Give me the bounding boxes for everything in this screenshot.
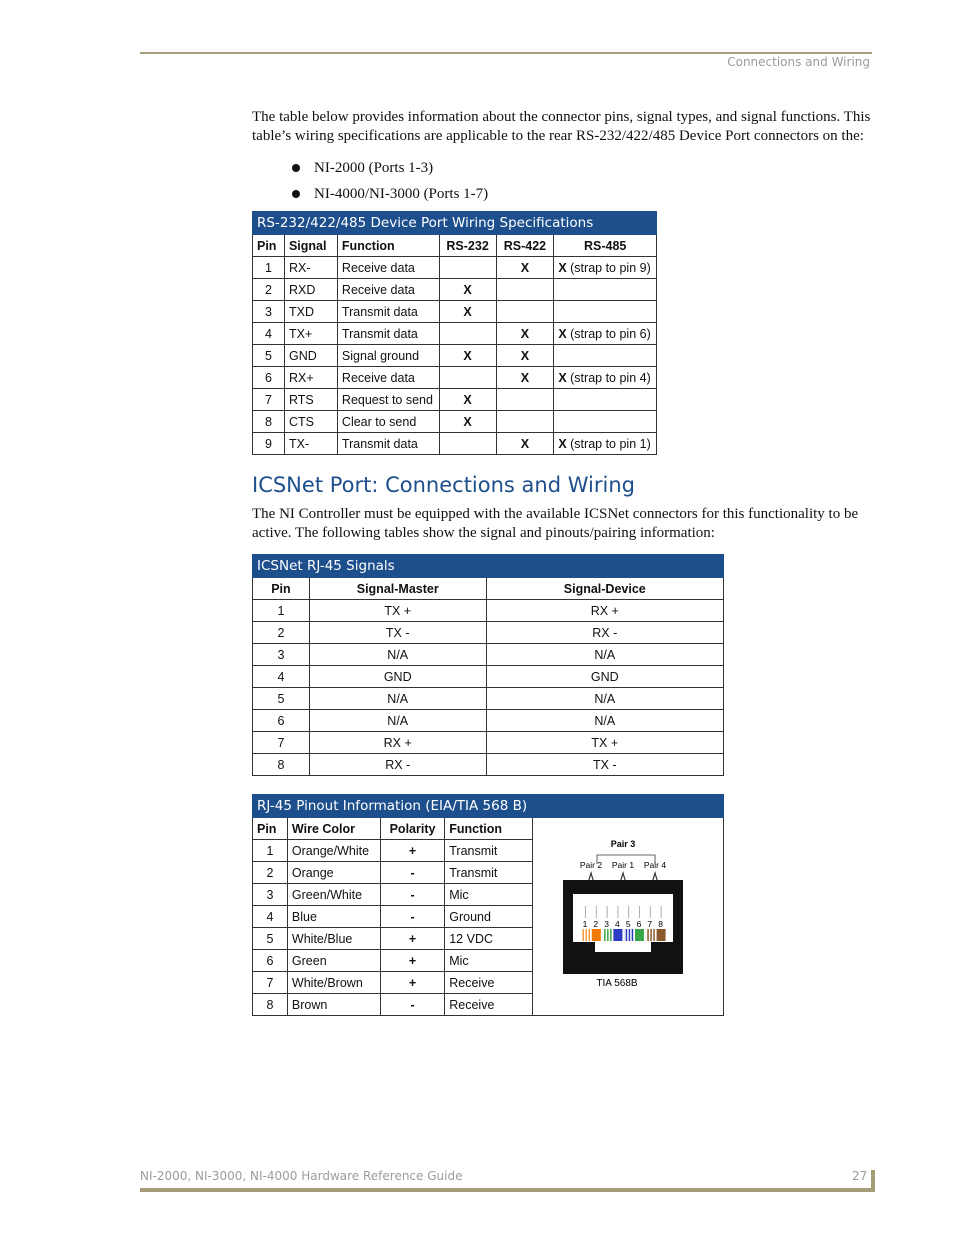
pin-number: 2 xyxy=(593,919,599,929)
table-cell: X xyxy=(496,367,554,389)
table-cell: 7 xyxy=(253,389,285,411)
wire-stripe xyxy=(603,929,605,941)
table-cell: X xyxy=(439,301,496,323)
column-header: Pin xyxy=(253,578,310,600)
footer-rule xyxy=(140,1188,874,1192)
table-cell: N/A xyxy=(309,644,486,666)
table-cell: Orange/White xyxy=(287,840,380,862)
table-row xyxy=(253,600,724,622)
table-cell: N/A xyxy=(309,710,486,732)
rj45-diagram-cell xyxy=(532,818,723,1016)
table-cell: 7 xyxy=(253,972,288,994)
pin-number: 8 xyxy=(658,919,663,929)
table-cell: X xyxy=(439,279,496,301)
table-cell: X xyxy=(496,323,554,345)
table-cell: 1 xyxy=(253,257,285,279)
table-cell: GND xyxy=(486,666,723,688)
table-cell: Brown xyxy=(287,994,380,1016)
table-cell: - xyxy=(380,994,444,1016)
list-item: NI-2000 (Ports 1-3) xyxy=(292,159,872,178)
table-cell: TX- xyxy=(284,433,337,455)
table-cell: Transmit data xyxy=(337,433,439,455)
table-cell: 1 xyxy=(253,600,310,622)
table-cell xyxy=(554,279,657,301)
table-cell xyxy=(554,301,657,323)
pair-3-label: Pair 3 xyxy=(610,839,636,849)
pin-number: 7 xyxy=(647,919,653,929)
table-cell: 8 xyxy=(253,411,285,433)
footer-tick xyxy=(871,1170,875,1192)
table-cell: 4 xyxy=(253,323,285,345)
list-item: NI-4000/NI-3000 (Ports 1-7) xyxy=(292,185,872,204)
table-cell xyxy=(496,301,554,323)
table-cell: Mic xyxy=(445,884,533,906)
page-content xyxy=(252,108,872,1016)
table-cell: Receive xyxy=(445,972,533,994)
table-row xyxy=(253,389,657,411)
table-cell xyxy=(439,257,496,279)
table-cell: 6 xyxy=(253,950,288,972)
table-row xyxy=(253,345,657,367)
table-row xyxy=(253,666,724,688)
table-cell: - xyxy=(380,906,444,928)
table-cell: TX+ xyxy=(284,323,337,345)
table-row xyxy=(253,323,657,345)
table-cell: RXD xyxy=(284,279,337,301)
table-cell: Green/White xyxy=(287,884,380,906)
table-cell: N/A xyxy=(309,688,486,710)
footer-guide-title: NI-2000, NI-3000, NI-4000 Hardware Reference Guide xyxy=(140,1169,463,1183)
table-cell xyxy=(496,411,554,433)
table-cell: X xyxy=(496,433,554,455)
table-cell: N/A xyxy=(486,644,723,666)
column-header: Function xyxy=(445,818,533,840)
rj45-pinout-table xyxy=(252,794,724,1016)
wire-stripe xyxy=(649,929,651,941)
wire-stripe xyxy=(652,929,654,941)
table-row xyxy=(253,433,657,455)
table-cell xyxy=(554,411,657,433)
table-row xyxy=(253,301,657,323)
wiring-spec-table xyxy=(252,211,657,455)
table-cell: TX + xyxy=(486,732,723,754)
table-cell xyxy=(496,279,554,301)
column-header: Polarity xyxy=(380,818,444,840)
table-cell: 5 xyxy=(253,688,310,710)
table-cell: TX - xyxy=(486,754,723,776)
pin-number: 6 xyxy=(636,919,642,929)
wire-stripe xyxy=(624,929,626,941)
table-cell: Transmit xyxy=(445,840,533,862)
section-heading: ICSNet Port: Connections and Wiring xyxy=(252,473,635,497)
table-cell: CTS xyxy=(284,411,337,433)
table-cell: 2 xyxy=(253,279,285,301)
wire-stripe xyxy=(587,929,589,941)
table-cell: Receive xyxy=(445,994,533,1016)
header-section-title: Connections and Wiring xyxy=(727,55,870,69)
pair-1-label: Pair 1 xyxy=(611,860,635,870)
table-caption: RS-232/422/485 Device Port Wiring Specifications xyxy=(253,212,657,235)
table-cell: X xyxy=(496,345,554,367)
wire-stripe xyxy=(646,929,648,941)
table-cell: 12 VDC xyxy=(445,928,533,950)
rj45-connector-diagram xyxy=(537,818,719,1008)
table-cell: + xyxy=(380,840,444,862)
table-cell: Receive data xyxy=(337,279,439,301)
pin-number: 3 xyxy=(604,919,609,929)
table-row xyxy=(253,644,724,666)
port-list xyxy=(292,159,872,204)
table-cell: 6 xyxy=(253,710,310,732)
table-caption: ICSNet RJ-45 Signals xyxy=(253,555,724,578)
table-row xyxy=(253,411,657,433)
bullet-icon xyxy=(292,164,300,172)
table-cell: + xyxy=(380,950,444,972)
column-header: Signal-Device xyxy=(486,578,723,600)
wire-stripe xyxy=(581,929,583,941)
page-number: 27 xyxy=(852,1169,868,1183)
icsnet-signals-table xyxy=(252,554,724,776)
table-cell: Receive data xyxy=(337,367,439,389)
table-row xyxy=(253,732,724,754)
wire xyxy=(657,929,666,941)
table-cell: X xyxy=(496,257,554,279)
table-cell: RX - xyxy=(486,622,723,644)
column-header: Pin xyxy=(253,818,288,840)
table-cell: - xyxy=(380,862,444,884)
wire-stripe xyxy=(606,929,608,941)
table-row xyxy=(253,279,657,301)
table-cell: Request to send xyxy=(337,389,439,411)
table-cell: X xyxy=(439,389,496,411)
table-cell: N/A xyxy=(486,710,723,732)
table-cell: Receive data xyxy=(337,257,439,279)
table-cell: Transmit data xyxy=(337,323,439,345)
table-cell xyxy=(439,367,496,389)
table-cell: X xyxy=(439,411,496,433)
column-header: Signal xyxy=(284,235,337,257)
table-cell: 3 xyxy=(253,884,288,906)
table-cell: X (strap to pin 4) xyxy=(554,367,657,389)
table-cell: 5 xyxy=(253,928,288,950)
table-cell: 5 xyxy=(253,345,285,367)
pin-number: 4 xyxy=(615,919,620,929)
table-cell: N/A xyxy=(486,688,723,710)
pair-2-label: Pair 2 xyxy=(579,860,603,870)
table-cell: 8 xyxy=(253,754,310,776)
table-cell: 4 xyxy=(253,666,310,688)
table-cell: X (strap to pin 1) xyxy=(554,433,657,455)
table-cell: White/Blue xyxy=(287,928,380,950)
pin-number: 1 xyxy=(582,919,588,929)
table-cell: RX- xyxy=(284,257,337,279)
table-cell: RX + xyxy=(309,732,486,754)
table-cell: 9 xyxy=(253,433,285,455)
column-header: RS-485 xyxy=(554,235,657,257)
table-cell: X xyxy=(439,345,496,367)
table-cell: - xyxy=(380,884,444,906)
table-row xyxy=(253,622,724,644)
intro-paragraph: The table below provides information about the connector pins, signal types, and signal functions. This table’s wiring specifications are applicable to the rear RS-232/422/485 Device Port connectors on the: xyxy=(252,109,871,144)
table-cell: 3 xyxy=(253,301,285,323)
table-cell: GND xyxy=(284,345,337,367)
table-cell: X (strap to pin 9) xyxy=(554,257,657,279)
column-header: Signal-Master xyxy=(309,578,486,600)
table-cell: TX + xyxy=(309,600,486,622)
column-header: RS-422 xyxy=(496,235,554,257)
table-row xyxy=(253,688,724,710)
wire-stripe xyxy=(609,929,611,941)
wire-stripe xyxy=(630,929,632,941)
table-caption: RJ-45 Pinout Information (EIA/TIA 568 B) xyxy=(253,795,724,818)
table-cell: TXD xyxy=(284,301,337,323)
column-header: Pin xyxy=(253,235,285,257)
table-cell: RX+ xyxy=(284,367,337,389)
table-cell: TX - xyxy=(309,622,486,644)
table-row xyxy=(253,257,657,279)
table-cell: 7 xyxy=(253,732,310,754)
table-cell: 8 xyxy=(253,994,288,1016)
table-row xyxy=(253,710,724,732)
table-cell: RTS xyxy=(284,389,337,411)
table-cell xyxy=(554,345,657,367)
table-cell xyxy=(439,433,496,455)
table-cell: GND xyxy=(309,666,486,688)
table-cell: Blue xyxy=(287,906,380,928)
table-cell: 3 xyxy=(253,644,310,666)
table-cell: Signal ground xyxy=(337,345,439,367)
wire-stripe xyxy=(627,929,629,941)
header-rule xyxy=(140,52,872,54)
wire-stripe xyxy=(584,929,586,941)
table-cell: 6 xyxy=(253,367,285,389)
standard-label: TIA 568B xyxy=(596,978,638,989)
table-cell: RX - xyxy=(309,754,486,776)
table-cell: White/Brown xyxy=(287,972,380,994)
column-header: RS-232 xyxy=(439,235,496,257)
table-cell: 2 xyxy=(253,862,288,884)
bullet-icon xyxy=(292,190,300,198)
column-header: Function xyxy=(337,235,439,257)
table-cell: 1 xyxy=(253,840,288,862)
table-cell: Transmit xyxy=(445,862,533,884)
table-cell: X (strap to pin 6) xyxy=(554,323,657,345)
table-cell: Ground xyxy=(445,906,533,928)
table-cell: Mic xyxy=(445,950,533,972)
table-cell: + xyxy=(380,928,444,950)
table-cell xyxy=(439,323,496,345)
table-cell: 2 xyxy=(253,622,310,644)
wire xyxy=(613,929,622,941)
jack-latch xyxy=(595,942,651,952)
table-cell: + xyxy=(380,972,444,994)
table-cell: Orange xyxy=(287,862,380,884)
table-cell xyxy=(554,389,657,411)
table-cell: Clear to send xyxy=(337,411,439,433)
section-paragraph: The NI Controller must be equipped with the available ICSNet connectors for this functionality to be active. The following tables show the signal and pinouts/pairing information: xyxy=(252,506,859,541)
table-row xyxy=(253,754,724,776)
table-cell xyxy=(496,389,554,411)
table-cell: Transmit data xyxy=(337,301,439,323)
table-cell: RX + xyxy=(486,600,723,622)
pin-number: 5 xyxy=(625,919,631,929)
wire xyxy=(592,929,601,941)
wire xyxy=(635,929,644,941)
table-row xyxy=(253,367,657,389)
table-cell: 4 xyxy=(253,906,288,928)
column-header: Wire Color xyxy=(287,818,380,840)
pair-4-label: Pair 4 xyxy=(643,860,667,870)
table-cell: Green xyxy=(287,950,380,972)
